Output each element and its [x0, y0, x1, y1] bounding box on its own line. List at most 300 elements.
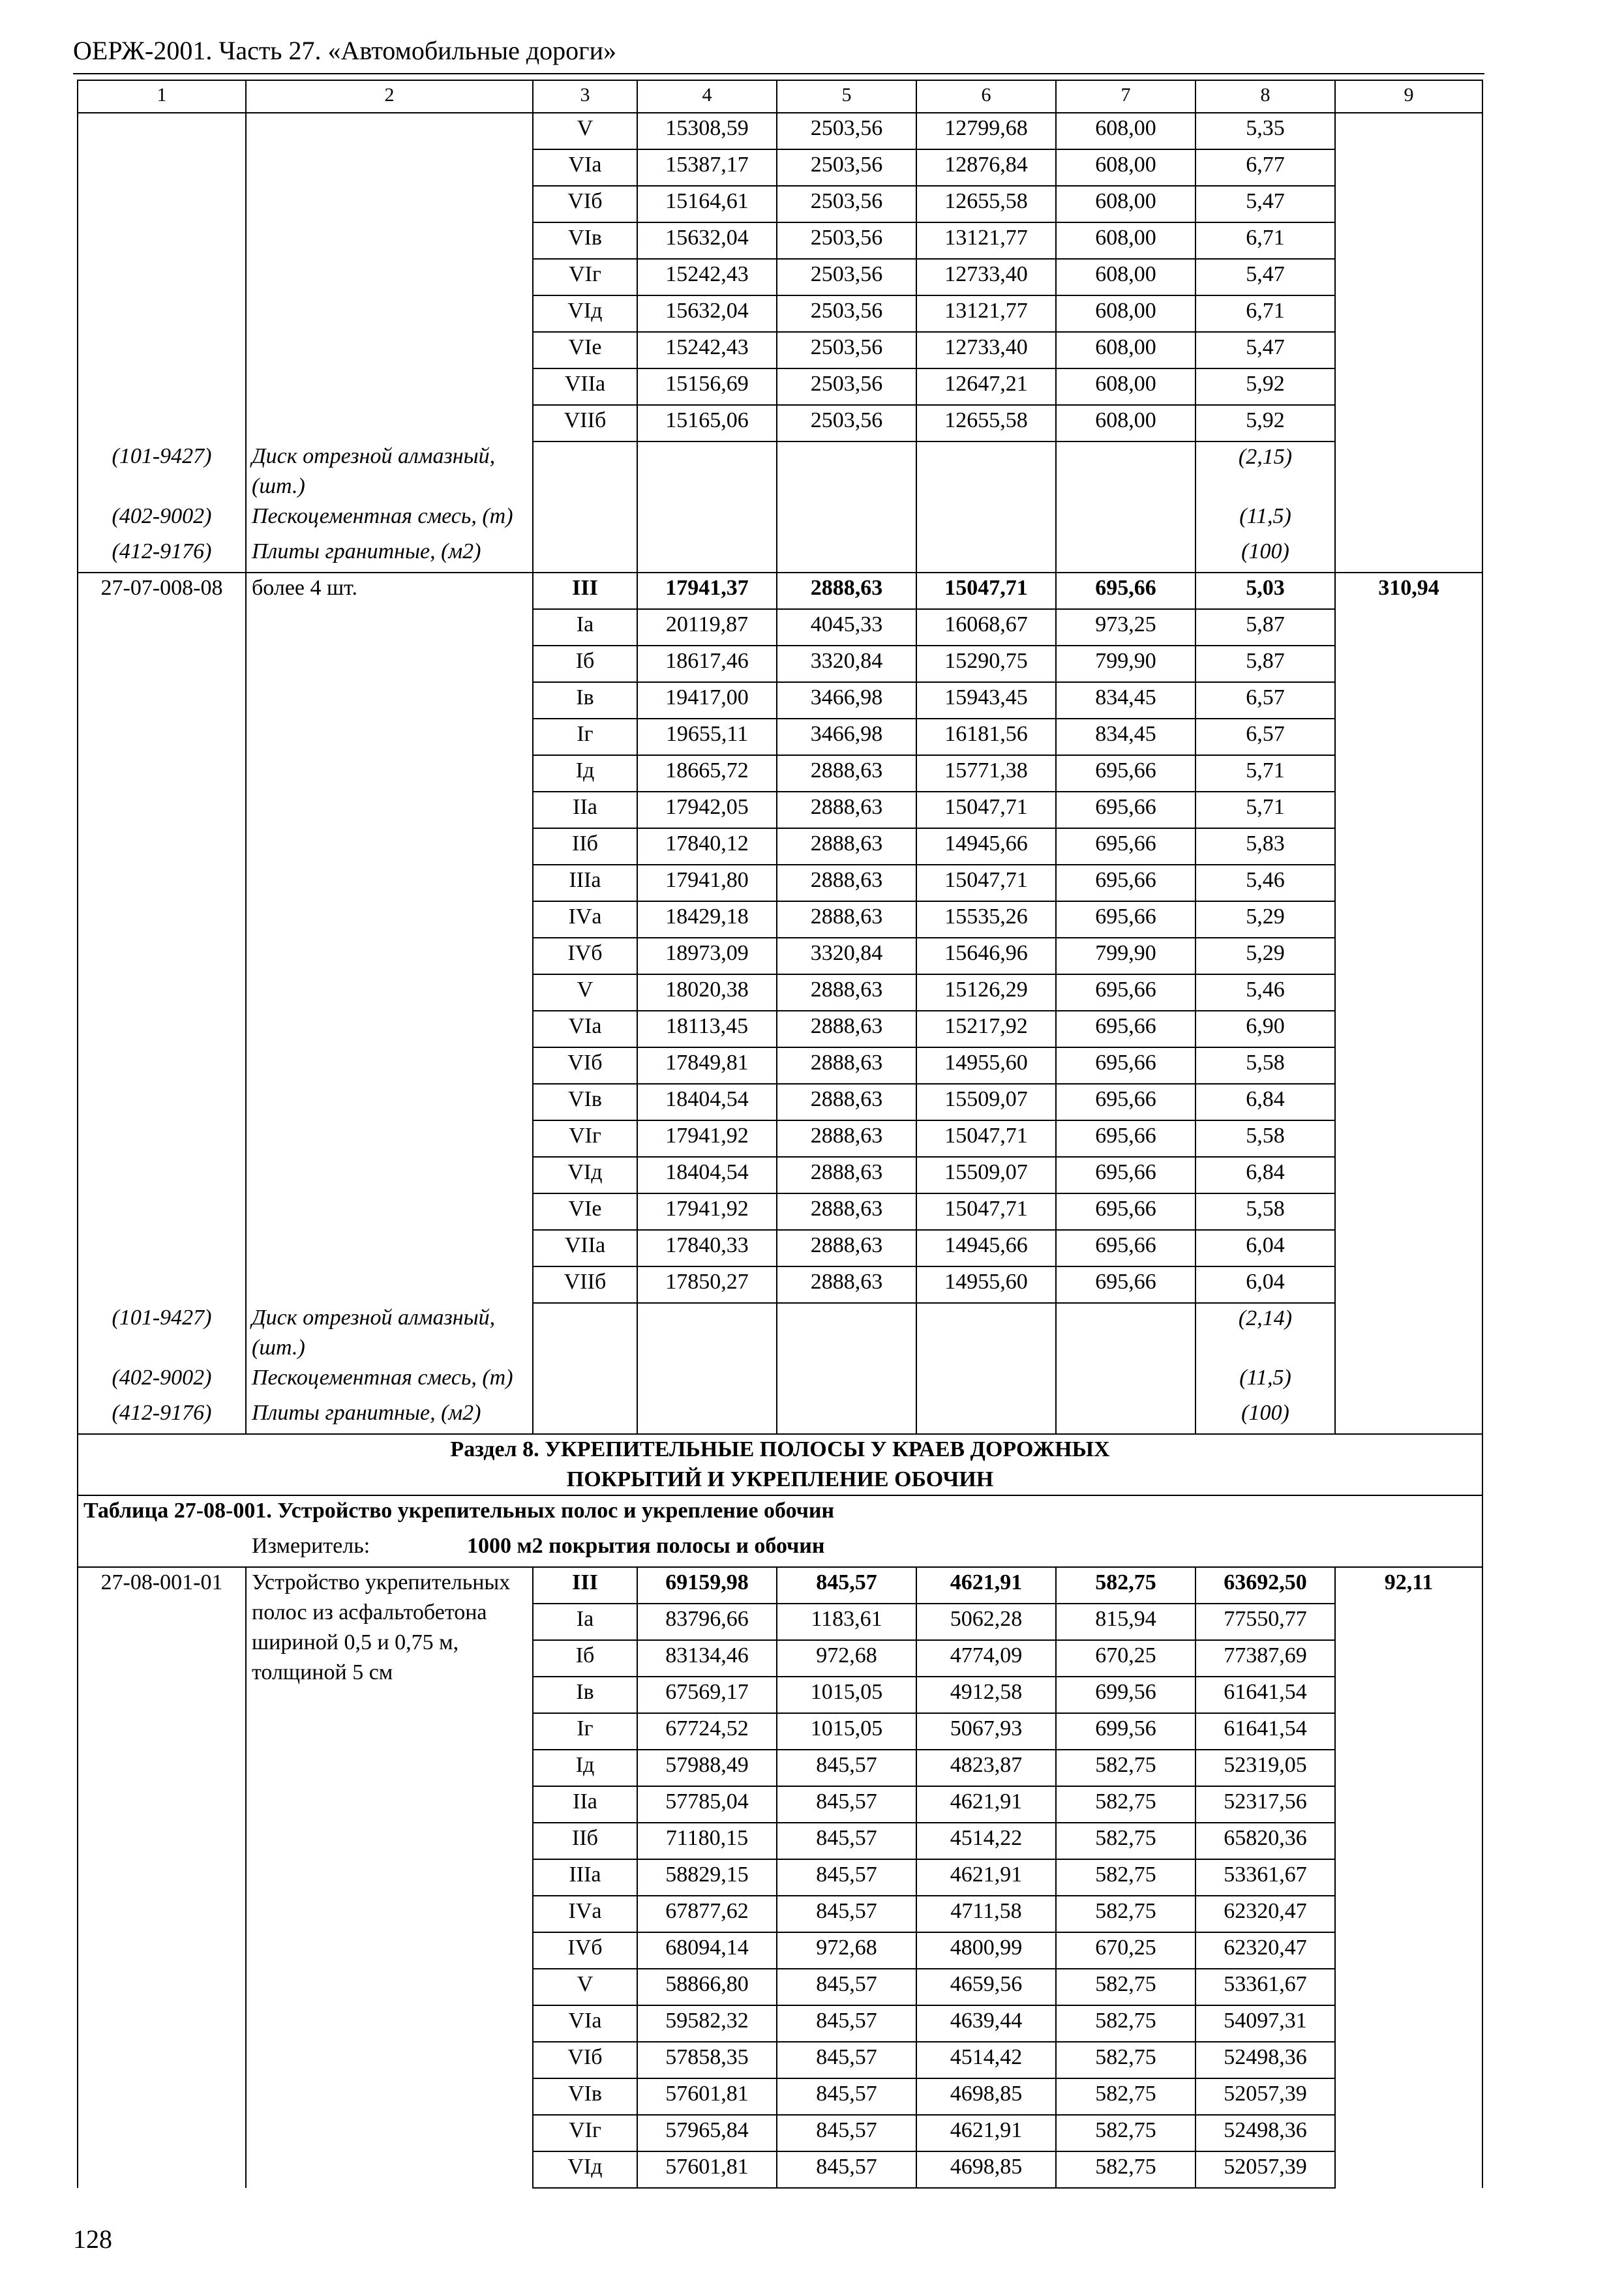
value-cell: 5,29: [1195, 901, 1335, 938]
value-cell: 18020,38: [637, 974, 777, 1011]
empty-cell: [78, 1640, 246, 1677]
value-cell: 5,58: [1195, 1193, 1335, 1230]
value-cell: 699,56: [1056, 1677, 1195, 1713]
empty-cell: [78, 1677, 246, 1713]
resource-code: (101-9427): [78, 441, 246, 501]
empty-cell: [533, 1363, 637, 1398]
value-cell: 17840,12: [637, 828, 777, 865]
empty-cell: [1335, 646, 1482, 682]
value-cell: 695,66: [1056, 865, 1195, 901]
value-cell: 4514,22: [916, 1823, 1056, 1859]
empty-cell: [1056, 501, 1195, 537]
empty-cell: [1335, 1230, 1482, 1266]
section-title-line: ПОКРЫТИЙ И УКРЕПЛЕНИЕ ОБОЧИН: [566, 1467, 994, 1491]
empty-cell: [637, 441, 777, 501]
zone-cell: VIIб: [533, 1266, 637, 1303]
price-row: [78, 1567, 1482, 1604]
empty-cell: [1335, 1120, 1482, 1157]
value-cell: 2503,56: [777, 222, 916, 259]
zone-cell: IVа: [533, 1896, 637, 1932]
value-cell: 58829,15: [637, 1859, 777, 1896]
zone-cell: IIа: [533, 792, 637, 828]
empty-cell: [777, 441, 916, 501]
value-cell: 53361,67: [1195, 1969, 1335, 2005]
value-cell: 5,47: [1195, 332, 1335, 368]
empty-cell: [1335, 1047, 1482, 1084]
zone-cell: VIIа: [533, 368, 637, 405]
value-cell: 4912,58: [916, 1677, 1056, 1713]
empty-cell: [78, 1786, 246, 1823]
total-cell: [1335, 113, 1482, 149]
empty-cell: [78, 2151, 246, 2188]
empty-cell: [1056, 1398, 1195, 1434]
resource-name: Пескоцементная смесь, (т): [246, 1363, 533, 1398]
value-cell: 12876,84: [916, 149, 1056, 186]
empty-cell: [1335, 865, 1482, 901]
column-number: 5: [777, 80, 916, 113]
value-cell: 15509,07: [916, 1084, 1056, 1120]
value-cell: 18404,54: [637, 1157, 777, 1193]
zone-cell: III: [533, 573, 637, 609]
value-cell: 18973,09: [637, 938, 777, 974]
empty-cell: [533, 1303, 637, 1363]
value-cell: 19655,11: [637, 719, 777, 755]
value-cell: 18665,72: [637, 755, 777, 792]
zone-cell: VIв: [533, 222, 637, 259]
total-cell: 92,11: [1335, 1567, 1482, 1604]
value-cell: 17942,05: [637, 792, 777, 828]
value-cell: 15156,69: [637, 368, 777, 405]
value-cell: 2888,63: [777, 1011, 916, 1047]
value-cell: 15047,71: [916, 792, 1056, 828]
value-cell: 58866,80: [637, 1969, 777, 2005]
zone-cell: VIв: [533, 1084, 637, 1120]
value-cell: 4774,09: [916, 1640, 1056, 1677]
value-cell: 15047,71: [916, 1120, 1056, 1157]
empty-cell: [1335, 295, 1482, 332]
empty-cell: [637, 1303, 777, 1363]
value-cell: 2888,63: [777, 865, 916, 901]
zone-cell: VIIб: [533, 405, 637, 441]
value-cell: 5,92: [1195, 368, 1335, 405]
empty-cell: [78, 332, 246, 368]
value-cell: 845,57: [777, 1969, 916, 2005]
empty-cell: [916, 537, 1056, 573]
header-rule: [73, 73, 1484, 74]
price-row: [78, 573, 1482, 609]
zone-cell: Iв: [533, 1677, 637, 1713]
zone-cell: VIг: [533, 2115, 637, 2151]
empty-cell: [1335, 1011, 1482, 1047]
value-cell: 17941,80: [637, 865, 777, 901]
value-cell: 15217,92: [916, 1011, 1056, 1047]
value-cell: 695,66: [1056, 1230, 1195, 1266]
resource-value: (11,5): [1195, 1363, 1335, 1398]
value-cell: 2503,56: [777, 113, 916, 149]
value-cell: 69159,98: [637, 1567, 777, 1604]
rate-code: [78, 113, 246, 149]
value-cell: 845,57: [777, 2078, 916, 2115]
empty-cell: [1335, 609, 1482, 646]
value-cell: 15632,04: [637, 222, 777, 259]
value-cell: 5,47: [1195, 186, 1335, 222]
empty-cell: [1335, 1193, 1482, 1230]
empty-cell: [78, 1011, 246, 1047]
value-cell: 695,66: [1056, 974, 1195, 1011]
resource-row: [78, 441, 1482, 501]
value-cell: 71180,15: [637, 1823, 777, 1859]
value-cell: 5,58: [1195, 1120, 1335, 1157]
value-cell: 5,92: [1195, 405, 1335, 441]
empty-cell: [78, 865, 246, 901]
value-cell: 2888,63: [777, 755, 916, 792]
empty-cell: [1335, 1713, 1482, 1750]
empty-cell: [1335, 1750, 1482, 1786]
value-cell: 1183,61: [777, 1604, 916, 1640]
value-cell: 14955,60: [916, 1266, 1056, 1303]
value-cell: 14945,66: [916, 1230, 1056, 1266]
value-cell: 608,00: [1056, 295, 1195, 332]
empty-cell: [78, 368, 246, 405]
total-cell: 310,94: [1335, 573, 1482, 609]
value-cell: 4045,33: [777, 609, 916, 646]
empty-cell: [1335, 1859, 1482, 1896]
column-number: 2: [246, 80, 533, 113]
value-cell: 17840,33: [637, 1230, 777, 1266]
resource-code: (402-9002): [78, 1363, 246, 1398]
value-cell: 972,68: [777, 1932, 916, 1969]
value-cell: 15632,04: [637, 295, 777, 332]
value-cell: 582,75: [1056, 2005, 1195, 2042]
empty-cell: [1056, 1303, 1195, 1363]
page-number: 128: [73, 2224, 112, 2254]
empty-cell: [78, 1750, 246, 1786]
value-cell: 13121,77: [916, 295, 1056, 332]
empty-cell: [78, 828, 246, 865]
empty-cell: [533, 441, 637, 501]
empty-cell: [78, 1266, 246, 1303]
value-cell: 57988,49: [637, 1750, 777, 1786]
zone-cell: VIв: [533, 2078, 637, 2115]
zone-cell: Iв: [533, 682, 637, 719]
resource-value: (2,15): [1195, 441, 1335, 501]
value-cell: 973,25: [1056, 609, 1195, 646]
empty-cell: [916, 1363, 1056, 1398]
value-cell: 2888,63: [777, 1047, 916, 1084]
value-cell: 15126,29: [916, 974, 1056, 1011]
empty-cell: [1335, 259, 1482, 295]
value-cell: 54097,31: [1195, 2005, 1335, 2042]
empty-cell: [1335, 828, 1482, 865]
column-number: 1: [78, 80, 246, 113]
value-cell: 3320,84: [777, 938, 916, 974]
zone-cell: Iб: [533, 646, 637, 682]
value-cell: 67569,17: [637, 1677, 777, 1713]
zone-cell: VIг: [533, 1120, 637, 1157]
value-cell: 582,75: [1056, 1823, 1195, 1859]
empty-cell: [1335, 405, 1482, 441]
value-cell: 20119,87: [637, 609, 777, 646]
empty-cell: [533, 537, 637, 573]
value-cell: 582,75: [1056, 1750, 1195, 1786]
empty-cell: [916, 441, 1056, 501]
empty-cell: [916, 1398, 1056, 1434]
value-cell: 6,77: [1195, 149, 1335, 186]
value-cell: 4621,91: [916, 1567, 1056, 1604]
empty-cell: [78, 1823, 246, 1859]
empty-cell: [78, 719, 246, 755]
table-title: Таблица 27-08-001. Устройство укрепительных полос и укрепление обочин: [78, 1495, 1482, 1531]
zone-cell: VIе: [533, 1193, 637, 1230]
resource-value: (2,14): [1195, 1303, 1335, 1363]
resource-code: (101-9427): [78, 1303, 246, 1363]
empty-cell: [1335, 1157, 1482, 1193]
value-cell: 2888,63: [777, 573, 916, 609]
resource-row: [78, 1363, 1482, 1398]
value-cell: 695,66: [1056, 792, 1195, 828]
value-cell: 61641,54: [1195, 1677, 1335, 1713]
value-cell: 670,25: [1056, 1932, 1195, 1969]
empty-cell: [1335, 2151, 1482, 2188]
empty-cell: [78, 609, 246, 646]
value-cell: 799,90: [1056, 646, 1195, 682]
empty-cell: [916, 501, 1056, 537]
value-cell: 12733,40: [916, 259, 1056, 295]
resource-value: (100): [1195, 537, 1335, 573]
value-cell: 695,66: [1056, 755, 1195, 792]
value-cell: 4514,42: [916, 2042, 1056, 2078]
value-cell: 695,66: [1056, 828, 1195, 865]
value-cell: 62320,47: [1195, 1896, 1335, 1932]
value-cell: 18113,45: [637, 1011, 777, 1047]
empty-cell: [78, 974, 246, 1011]
value-cell: 4659,56: [916, 1969, 1056, 2005]
value-cell: 2888,63: [777, 828, 916, 865]
value-cell: 699,56: [1056, 1713, 1195, 1750]
value-cell: 2503,56: [777, 149, 916, 186]
zone-cell: VIд: [533, 295, 637, 332]
value-cell: 582,75: [1056, 2115, 1195, 2151]
value-cell: 2888,63: [777, 1120, 916, 1157]
value-cell: 17941,92: [637, 1120, 777, 1157]
value-cell: 4621,91: [916, 1859, 1056, 1896]
value-cell: 12647,21: [916, 368, 1056, 405]
empty-cell: [78, 1084, 246, 1120]
value-cell: 845,57: [777, 1750, 916, 1786]
value-cell: 12655,58: [916, 405, 1056, 441]
running-header: ОЕРЖ-2001. Часть 27. «Автомобильные дороги»: [73, 36, 616, 65]
value-cell: 15242,43: [637, 259, 777, 295]
empty-cell: [1335, 1969, 1482, 2005]
value-cell: 5,03: [1195, 573, 1335, 609]
value-cell: 52057,39: [1195, 2151, 1335, 2188]
empty-cell: [637, 1398, 777, 1434]
value-cell: 59582,32: [637, 2005, 777, 2042]
zone-cell: Iг: [533, 719, 637, 755]
empty-cell: [1335, 441, 1482, 501]
empty-cell: [1335, 2078, 1482, 2115]
value-cell: 2503,56: [777, 332, 916, 368]
value-cell: 815,94: [1056, 1604, 1195, 1640]
empty-cell: [78, 1932, 246, 1969]
value-cell: 15290,75: [916, 646, 1056, 682]
value-cell: 57785,04: [637, 1786, 777, 1823]
empty-cell: [777, 1398, 916, 1434]
rate-name: более 4 шт.: [246, 573, 533, 1303]
value-cell: 52498,36: [1195, 2042, 1335, 2078]
value-cell: 582,75: [1056, 1567, 1195, 1604]
empty-cell: [78, 2115, 246, 2151]
value-cell: 17849,81: [637, 1047, 777, 1084]
zone-cell: IIб: [533, 1823, 637, 1859]
empty-cell: [78, 1193, 246, 1230]
value-cell: 3320,84: [777, 646, 916, 682]
zone-cell: V: [533, 113, 637, 149]
value-cell: 15943,45: [916, 682, 1056, 719]
value-cell: 2503,56: [777, 259, 916, 295]
price-row: [78, 113, 1482, 149]
value-cell: 608,00: [1056, 149, 1195, 186]
rate-code: 27-08-001-01: [78, 1567, 246, 1604]
zone-cell: VIа: [533, 1011, 637, 1047]
value-cell: 57858,35: [637, 2042, 777, 2078]
empty-cell: [1335, 682, 1482, 719]
value-cell: 5,71: [1195, 792, 1335, 828]
empty-cell: [1335, 938, 1482, 974]
empty-cell: [1056, 441, 1195, 501]
value-cell: 18429,18: [637, 901, 777, 938]
value-cell: 12733,40: [916, 332, 1056, 368]
empty-cell: [78, 1157, 246, 1193]
zone-cell: Iа: [533, 609, 637, 646]
value-cell: 4800,99: [916, 1932, 1056, 1969]
value-cell: 83134,46: [637, 1640, 777, 1677]
empty-cell: [78, 295, 246, 332]
value-cell: 15535,26: [916, 901, 1056, 938]
empty-cell: [78, 222, 246, 259]
empty-cell: [1335, 1677, 1482, 1713]
value-cell: 5,83: [1195, 828, 1335, 865]
value-cell: 695,66: [1056, 1157, 1195, 1193]
value-cell: 834,45: [1056, 719, 1195, 755]
section-title-row: [78, 1434, 1482, 1495]
empty-cell: [1335, 901, 1482, 938]
value-cell: 670,25: [1056, 1640, 1195, 1677]
empty-cell: [1335, 149, 1482, 186]
empty-cell: [78, 405, 246, 441]
value-cell: 845,57: [777, 1859, 916, 1896]
resource-code: (402-9002): [78, 501, 246, 537]
table-body: [78, 80, 1482, 2188]
value-cell: 15771,38: [916, 755, 1056, 792]
value-cell: 582,75: [1056, 1896, 1195, 1932]
value-cell: 6,90: [1195, 1011, 1335, 1047]
value-cell: 4698,85: [916, 2151, 1056, 2188]
empty-cell: [1335, 1640, 1482, 1677]
zone-cell: VIа: [533, 149, 637, 186]
zone-cell: IIIа: [533, 865, 637, 901]
empty-cell: [78, 1969, 246, 2005]
resource-code: (412-9176): [78, 1398, 246, 1434]
empty-cell: [1335, 1823, 1482, 1859]
value-cell: 5,46: [1195, 865, 1335, 901]
value-cell: 77387,69: [1195, 1640, 1335, 1677]
value-cell: 15308,59: [637, 113, 777, 149]
empty-cell: [1335, 755, 1482, 792]
zone-cell: Iа: [533, 1604, 637, 1640]
value-cell: 2888,63: [777, 974, 916, 1011]
empty-cell: [78, 1120, 246, 1157]
value-cell: 582,75: [1056, 1786, 1195, 1823]
zone-cell: VIб: [533, 186, 637, 222]
value-cell: 15509,07: [916, 1157, 1056, 1193]
value-cell: 68094,14: [637, 1932, 777, 1969]
value-cell: 5,47: [1195, 259, 1335, 295]
empty-cell: [1335, 2005, 1482, 2042]
value-cell: 67724,52: [637, 1713, 777, 1750]
value-cell: 62320,47: [1195, 1932, 1335, 1969]
empty-cell: [1335, 368, 1482, 405]
value-cell: 845,57: [777, 2151, 916, 2188]
zone-cell: VIб: [533, 2042, 637, 2078]
column-number: 3: [533, 80, 637, 113]
empty-cell: [777, 537, 916, 573]
empty-cell: [78, 1047, 246, 1084]
empty-cell: [78, 1604, 246, 1640]
rates-table: [77, 80, 1483, 2189]
section-title-line: Раздел 8. УКРЕПИТЕЛЬНЫЕ ПОЛОСЫ У КРАЕВ ДОРОЖНЫХ: [450, 1437, 1110, 1461]
value-cell: 77550,77: [1195, 1604, 1335, 1640]
empty-cell: [78, 2042, 246, 2078]
value-cell: 582,75: [1056, 2042, 1195, 2078]
value-cell: 52319,05: [1195, 1750, 1335, 1786]
column-number: 4: [637, 80, 777, 113]
zone-cell: VIд: [533, 1157, 637, 1193]
value-cell: 2888,63: [777, 1157, 916, 1193]
empty-cell: [78, 755, 246, 792]
value-cell: 2888,63: [777, 901, 916, 938]
value-cell: 4621,91: [916, 1786, 1056, 1823]
rate-name: [246, 113, 533, 441]
empty-cell: [1056, 1363, 1195, 1398]
empty-cell: [78, 2005, 246, 2042]
value-cell: 16068,67: [916, 609, 1056, 646]
value-cell: 608,00: [1056, 222, 1195, 259]
empty-cell: [1335, 501, 1482, 537]
value-cell: 15047,71: [916, 573, 1056, 609]
zone-cell: VIIа: [533, 1230, 637, 1266]
column-number: 8: [1195, 80, 1335, 113]
value-cell: 52498,36: [1195, 2115, 1335, 2151]
value-cell: 582,75: [1056, 1859, 1195, 1896]
value-cell: 582,75: [1056, 2151, 1195, 2188]
empty-cell: [533, 1398, 637, 1434]
value-cell: 695,66: [1056, 1047, 1195, 1084]
value-cell: 2888,63: [777, 1230, 916, 1266]
value-cell: 6,84: [1195, 1157, 1335, 1193]
empty-cell: [916, 1303, 1056, 1363]
measure-cell: [78, 1531, 1482, 1567]
empty-cell: [78, 646, 246, 682]
value-cell: 13121,77: [916, 222, 1056, 259]
empty-cell: [1335, 1303, 1482, 1363]
empty-cell: [777, 501, 916, 537]
value-cell: 5,46: [1195, 974, 1335, 1011]
empty-cell: [1335, 719, 1482, 755]
value-cell: 5,87: [1195, 609, 1335, 646]
value-cell: 14955,60: [916, 1047, 1056, 1084]
table-title-row: [78, 1495, 1482, 1531]
